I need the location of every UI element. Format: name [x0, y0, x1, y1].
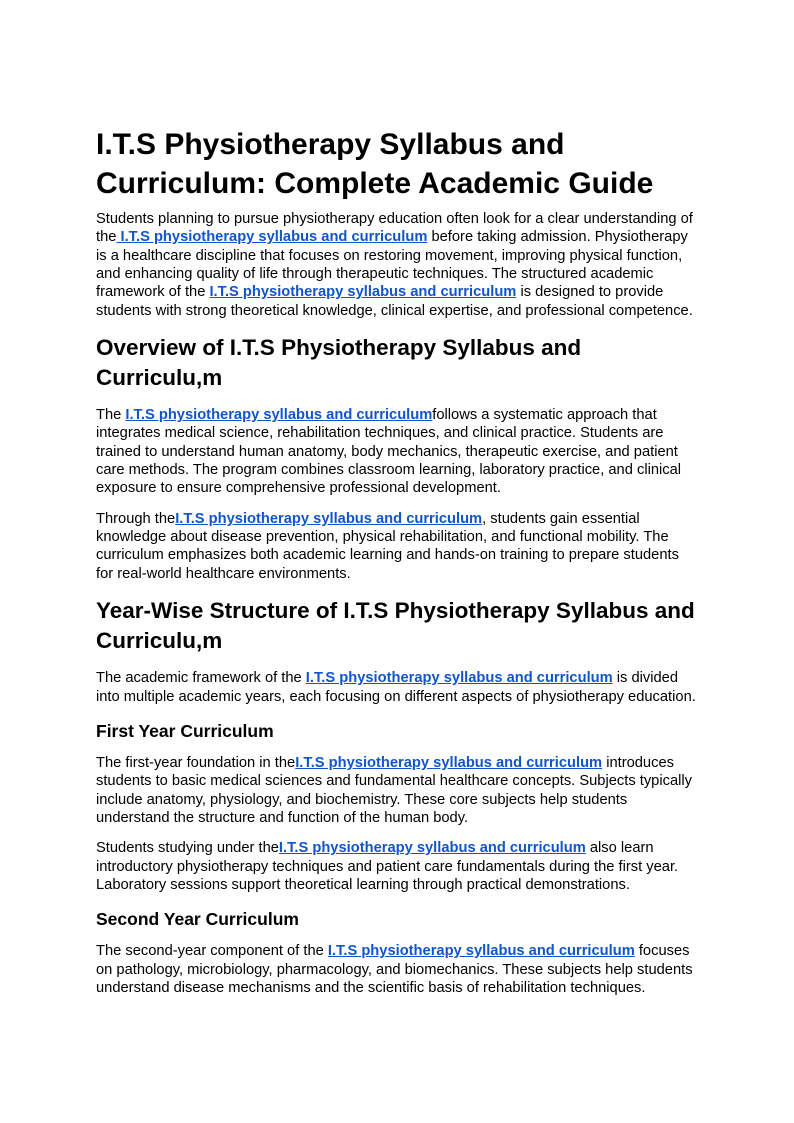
document-title [96, 125, 698, 203]
text-run: Second Year Curriculum [96, 909, 299, 930]
intro-paragraph [96, 210, 698, 320]
inline-link[interactable]: I.T.S physiotherapy syllabus and curriculum [175, 510, 483, 527]
text-run: I.T.S Physiotherapy Syllabus and Curriculum: Complete Academic Guide [96, 128, 654, 200]
text-run: The [96, 407, 126, 424]
text-run: before taking admission. Physiotherapy is a healthcare discipline that focuses on restoring movement, improving physical function, and enhancing quality of life through therapeutic techniques. The structured academic framework of the [96, 229, 688, 301]
text-run: The second-year component of the [96, 943, 328, 960]
text-run: is designed to provide students with strong theoretical knowledge, clinical expertise, and professional competence. [96, 284, 693, 319]
text-run: The first-year foundation in the [96, 754, 296, 771]
section-heading-overview [96, 333, 698, 393]
inline-link[interactable]: I.T.S physiotherapy syllabus and curriculum [209, 284, 517, 301]
first-year-paragraph-2 [96, 839, 698, 894]
section-heading-year-wise [96, 596, 698, 656]
subsection-heading-first-year [96, 720, 698, 742]
text-run: The academic framework of the [96, 670, 306, 687]
first-year-paragraph-1 [96, 754, 698, 827]
document-content [96, 125, 698, 997]
inline-link[interactable]: I.T.S physiotherapy syllabus and curriculum [305, 670, 613, 687]
overview-paragraph-1 [96, 406, 698, 498]
text-run: also learn introductory physiotherapy techniques and patient care fundamentals during the first year. Laboratory sessions support theoretical learning through practical demonstrations. [96, 840, 679, 893]
text-run: Students studying under the [96, 840, 279, 857]
inline-link[interactable]: I.T.S physiotherapy syllabus and curriculum [295, 754, 603, 771]
second-year-paragraph [96, 942, 698, 997]
text-run: Overview of I.T.S Physiotherapy Syllabus and Curriculu,m [96, 335, 582, 391]
inline-link[interactable]: I.T.S physiotherapy syllabus and curriculum [116, 229, 428, 246]
inline-link[interactable]: I.T.S physiotherapy syllabus and curriculum [125, 407, 433, 424]
year-wise-paragraph [96, 669, 698, 706]
text-run: introduces students to basic medical sciences and fundamental healthcare concepts. Subjects typically include anatomy, physiology, and biochemistry. These core subjects help students understand the structure and function of the human body. [96, 754, 692, 826]
text-run: , students gain essential knowledge about disease prevention, physical rehabilitation, and functional mobility. The curriculum emphasizes both academic learning and hands-on training to prepare students for real-world healthcare environments. [96, 510, 679, 582]
inline-link[interactable]: I.T.S physiotherapy syllabus and curriculum [278, 840, 586, 857]
text-run: First Year Curriculum [96, 720, 274, 741]
text-run: follows a systematic approach that integrates medical science, rehabilitation techniques, and clinical practice. Students are trained to understand human anatomy, body mechanics, therapeutic exercise, and patient care methods. The program combines classroom learning, laboratory practice, and clinical exposure to ensure comprehensive professional development. [96, 407, 682, 497]
subsection-heading-second-year [96, 908, 698, 930]
overview-paragraph-2 [96, 510, 698, 583]
text-run: is divided into multiple academic years, each focusing on different aspects of physiotherapy education. [96, 670, 696, 705]
text-run: Students planning to pursue physiotherapy education often look for a clear understanding of the [96, 211, 693, 246]
text-run: focuses on pathology, microbiology, pharmacology, and biomechanics. These subjects help students understand disease mechanisms and the scientific basis of rehabilitation techniques. [96, 943, 693, 996]
text-run: Year-Wise Structure of I.T.S Physiotherapy Syllabus and Curriculu,m [96, 598, 695, 654]
inline-link[interactable]: I.T.S physiotherapy syllabus and curriculum [327, 943, 635, 960]
text-run: Through the [96, 510, 176, 527]
